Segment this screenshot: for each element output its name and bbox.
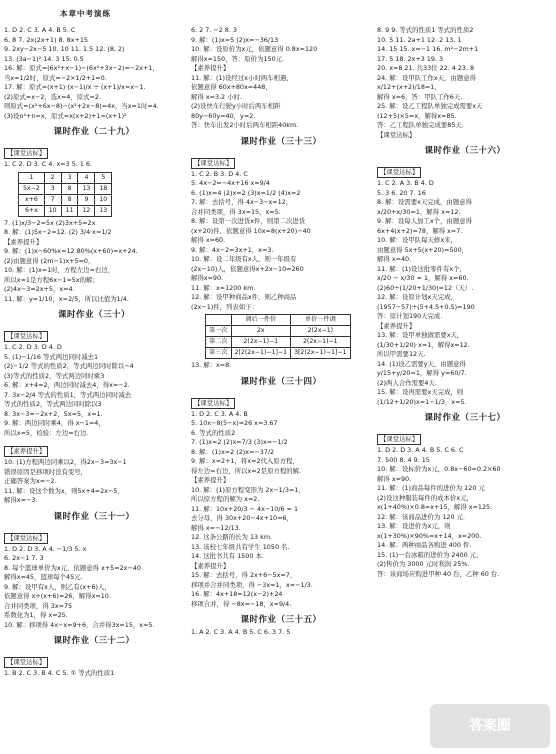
answer-line: 14. (1)设乙需要y天，由题意得 (377, 359, 466, 368)
answer-line: 9. 解：设甲有x人，则乙有(x+6)人， (4, 582, 111, 591)
table-row (206, 326, 351, 337)
section-heading: 课时作业（三十二） (53, 635, 135, 645)
table-cell: 11 (61, 205, 78, 216)
answer-line: 7. 3x−2/4 等式的性质1，等式两边同时减去 (4, 390, 132, 399)
answer-line: 解得 x=40. (377, 255, 412, 263)
answer-line: (2)设快车行驶y小时后两车相距 (191, 102, 281, 110)
answer-line: x(1+30%)×90%=x+14，x=200. (377, 531, 482, 540)
answer-line: 合并同类项，得 3x=75 (4, 601, 73, 610)
answer-line: 所以x=5，检验：左边=右边. (4, 428, 89, 437)
table-cell: 调后一件价 (231, 315, 291, 326)
answer-line: 12. 解：设甲种商品x件，则乙种商品 (191, 293, 297, 301)
answer-line: (1957−57)÷(5+4.5+0.5)=190 (377, 302, 475, 311)
answer-line: 解得x=45，篮球每个45元. (4, 573, 83, 581)
answer-line: 13. 解：设进价为x元，则 (377, 522, 451, 530)
section-tag-row (377, 159, 553, 179)
answer-line: 1. D 2. D 3. A 4. B 5. C 6. C (377, 446, 464, 454)
answer-line: 14. 这批书共有 1500 本. (191, 552, 264, 560)
answer-line: 9. 解：设每人加工x个，由题意得 (377, 217, 472, 225)
answer-line: (2)60÷(1/20+1/30)=12（天）. (377, 283, 474, 292)
answer-line: 8. 解：设需要x天完成，由题意得 (377, 198, 472, 206)
answer-line: 9. 解：4x−2=3x+1，x=3. (191, 245, 274, 254)
answer-line: 12. 解：该商品进价为 120 元. (377, 512, 466, 521)
answer-line: 1. D 2. C 3. A 4. B 5. C (4, 26, 76, 34)
answer-line: 9. 解：(1)x=5 (2)x=−36/13 (191, 35, 279, 44)
section-heading: 课时作业（三十三） (240, 135, 322, 146)
section-tag-row (191, 150, 371, 170)
answer-line: 11. 解：10x+20/3 − 4x−10/6 = 1 (191, 504, 299, 513)
answer-line: 依题意得 60x+80x=448， (191, 83, 272, 91)
answer-line: 14. 15 15. x=−1 16. m²−2m+1 (377, 45, 479, 53)
answer-line: 错误原因是移项时没有变号， (4, 467, 88, 476)
answer-line: y/15+y/20=1，解得 y=60/7. (377, 369, 467, 377)
answer-line: x/12+(x+2)/18=1， (377, 83, 441, 91)
section-tag-row (191, 390, 371, 410)
answer-line: 解得 x=90. (377, 474, 412, 483)
answer-line: 17. 5 18. 2x+3 19. 3 (377, 54, 444, 63)
table-cell: 单价一件调 (291, 315, 351, 326)
answer-line: 16. 解：4x+18=12(x−2)+24 (191, 590, 283, 598)
answer-line: 7. (1)x/3−2=5x (2)3x+5=2x (4, 218, 96, 227)
answer-line: 解得x=−3. (4, 496, 38, 504)
answer-line: 5. 4x−2=−4x+16 x=9/4 (191, 179, 270, 187)
answer-line: (3)等式的性质2，等式两边同时乘3 (4, 371, 105, 380)
answer-line: 解得 x=60. (191, 236, 226, 244)
page-title: 本章中考演练 (60, 9, 111, 18)
section-heading: 课时作业（三十六） (424, 145, 506, 155)
table-cell: 5 (95, 172, 112, 183)
answer-line: 9. 解：两边同时乘4，得 x−1=4， (4, 419, 105, 427)
answer-line: 11. 解：x=1200 km. (191, 283, 256, 292)
table-cell: 13 (78, 183, 95, 194)
table-cell (206, 315, 232, 326)
answer-line: (2)−1/2 等式的性质2，等式两边同时除以−4 (4, 362, 134, 370)
answer-line: 14. 解：两种商品各购进 400 件. (377, 541, 472, 549)
answer-line: 9. 解：x=2+1，将x=2代入原方程， (191, 457, 299, 465)
answer-line: 15. 解：设再需要x天完成，则 (377, 388, 464, 396)
answer-line: 【素养提升】 (377, 321, 416, 330)
answer-line: 13. (3a−1)² 14. 3 15. 0.5 (4, 54, 84, 63)
answer-line: 11. 解：设这个数为x，则5x+4=2x−5， (4, 486, 124, 495)
answer-line: 解得 x=6，答：甲队工作6天. (377, 92, 463, 101)
table-cell: x+6 (19, 194, 45, 205)
table-cell: 2(2x−1)−1 (231, 337, 291, 348)
answer-line: 12. 解：设原计划x天完成， (377, 293, 457, 301)
answer-line: 移项并合并同类项，得 −3x=1，x=−1/3. (191, 580, 313, 589)
answer-line: (2)两人合作需要4天. (377, 378, 437, 387)
answer-line: x(1+40%)×0.8=x+15，解得 x=125. (377, 503, 493, 511)
answer-line: 正确答案为x=−2. (4, 477, 57, 485)
answer-line: 6. 2x−1 7. 3 (4, 554, 44, 562)
section-tag: 【素养提升】 (4, 446, 48, 457)
answer-line: 答：快车出发2小时后两车相距40km. (191, 121, 299, 129)
answer-line: 6x+4(x+2)=78，解得 x=7. (377, 226, 463, 235)
answer-line: (2)由题意得 (2m−1)x+5=0， (4, 256, 95, 265)
answer-line: 10. 解：设甲队每天修x米， (377, 236, 457, 244)
answer-line: 11. 解：(1)设这批零件有x个， (377, 264, 466, 273)
answer-line: 所以原方程的解为 x=2. (191, 495, 260, 503)
answer-line: 10. 5 11. 2a+1 12. 2 13. 1 (377, 35, 462, 44)
answer-line: 20. x=8 21. 共33位 22. 4 23. 8 (377, 64, 475, 72)
answer-line: 8. 每个篮球单价为x元，依题意得 x+5=2x−40 (4, 563, 141, 572)
answer-line: 得左边=右边，所以x=2是原方程的解. (191, 466, 302, 475)
table-cell: 4 (78, 172, 95, 183)
answer-line: 11. 解：y=1/10，x=2/5，所以比值为1/4. (4, 294, 129, 303)
answer-column-left (4, 26, 184, 748)
answer-line: 10. 解：设标价为x元，0.8x−60=0.2×60 (377, 465, 501, 473)
section-tag: 【课堂达标】 (4, 148, 48, 159)
answer-line: 6. (1)x=4 (2)x=2 (3)x=1/2 (4)x=2 (191, 188, 301, 197)
answer-line: 1. C 2. A 3. B 4. D (377, 179, 434, 187)
table-row (206, 348, 351, 359)
table-cell: 第三次 (206, 348, 232, 359)
section-tag-row (377, 426, 553, 446)
answer-line: 6. 2 7. −2 8. 3 (191, 26, 238, 34)
section-heading: 课时作业（三十） (57, 309, 130, 319)
answer-line: 17. 解：原式=(x+1)·(x−1)/x ÷ (x+1)/x=x−1. (4, 83, 146, 91)
answer-line: 1. B 2. C 3. B 4. C 5. ① 等式的性质1 (4, 669, 115, 677)
answer-line: 所以甲需要12天. (377, 350, 426, 358)
answer-line: 15. 解：去括号，得 2x+6−5x=7， (191, 571, 297, 579)
section-tag: 【课堂达标】 (4, 533, 48, 544)
section-tag-row (4, 140, 184, 160)
answer-line: 依题意得 x+(x+6)=26，解得x=10. (4, 592, 111, 600)
answer-line: 13. 解：x=8. (191, 361, 232, 369)
table-cell: 8 (61, 194, 78, 205)
section-tag: 【课堂达标】 (377, 434, 421, 445)
answer-line: 由题意得 5x+5(x+20)=500， (377, 245, 469, 254)
section-tag: 【课堂达标】 (377, 167, 421, 178)
answer-line: 系数化为1，得 x=25. (4, 611, 68, 619)
table-cell: 7 (44, 194, 61, 205)
table-row (206, 337, 351, 348)
table-cell: 1 (19, 172, 45, 183)
answer-line: 解得x=150，答：原价为150元. (191, 54, 285, 63)
answer-line: 11. 解：(1)商品每件的进价为 120 元 (377, 484, 485, 492)
answer-line: 5. 10x−8(5−x)=26 x=3.67 (191, 419, 278, 427)
answer-line: 12. 这条公路的长为 13 km. (191, 533, 273, 541)
table-cell: 10 (95, 194, 112, 205)
answer-line: 解得x=90. (191, 274, 224, 282)
answer-line: 则原式=(x²+6x−8)−(x²+2x−8)=4x，当x=1时=4. (4, 102, 159, 110)
table-cell: 12 (78, 205, 95, 216)
answer-line: 25. 解：设乙工程队单独完成需要x天 (377, 102, 483, 110)
table-cell: 2[2(2x−1)−1]−1 (231, 348, 291, 359)
section-tag: 【课堂达标】 (4, 331, 48, 342)
answer-line: 11. 解：(1)设经过x小时两车相遇， (191, 73, 293, 82)
answer-line: 【素养提升】 (4, 237, 43, 246)
answer-line: 13. 解：设甲单独做需要x天， (377, 331, 464, 339)
table-cell: 13 (95, 205, 112, 216)
table-cell: 3 (44, 183, 61, 194)
answer-line: 8. 3x−3=−2x+2，5x=5，x=1. (4, 409, 103, 418)
answer-line: 当x=1/2时，原式=−2×1/2+1=0. (4, 73, 107, 82)
answer-line: 【素养提升】 (191, 476, 230, 484)
answer-line: (2x−1)件，列表如下： (191, 302, 258, 311)
answer-line: 【素养提升】 (191, 64, 230, 72)
answer-line: 所以x=1是方程6x−1=5x的解； (4, 275, 99, 284)
table-row (206, 315, 351, 326)
answer-column-middle (191, 26, 371, 748)
answer-line: 解得 x=3.2 小时. (191, 92, 242, 101)
answer-line: 1. C 2. D 3. D 4. D (4, 343, 62, 351)
answer-line: x/20+x/30=1，解得 x=12. (377, 207, 461, 216)
answer-line: 10. 解：(1)x=1时，方程左边=右边， (4, 266, 115, 274)
answer-line: 1. D 2. C 3. A 4. B (191, 409, 248, 418)
answer-line: 6. 8 7. 2x(2x+1) 8. 8x+15 (4, 35, 88, 44)
answer-line: 8. 解：设第一次进货x件，则第二次进货 (191, 217, 306, 225)
answer-line: 7. 500 8. 4 9. 15 (377, 455, 430, 464)
answer-line: (12+5)×5=x，解得x=85. (377, 111, 457, 120)
section-tag-row (4, 649, 184, 669)
answer-line: 7. (1)x=2 (2)x=7/3 (3)x=−1/2 (191, 438, 288, 446)
answer-line: 8. 解：(1)x=2 (2)x=−37/2 (191, 447, 275, 456)
answer-line: (2)售价为 3000 元时利润 25%. (377, 560, 470, 568)
answer-line: 9. 2xy−2x−5 10. 10 11. 1.5 12. (8, 2) (4, 45, 125, 53)
answer-line: 去分母，得 30x+20−4x+10=6， (191, 514, 293, 522)
section-tag: 【课堂达标】 (4, 657, 48, 668)
table-cell: 第一次 (206, 326, 232, 337)
answer-line: 10. (1)方程两边同乘以2，得2x−3=3x−1 (4, 458, 127, 466)
section-heading: 课时作业（二十九） (53, 126, 135, 136)
answer-line: (3)设n²+n=x，原式=x(x+2)+1=(x+1)² (4, 111, 127, 120)
section-tag-row (4, 323, 184, 343)
table-cell: 3[2(2x−1)−1]−1 (291, 348, 351, 359)
section-heading: 课时作业（三十一） (53, 510, 135, 521)
answer-line: 10. 解：移项得 4x−x=9+6，合并得3x=15，x=5. (4, 620, 155, 629)
table-row (19, 172, 112, 183)
answer-table (18, 172, 112, 217)
table-cell: 10 (44, 205, 61, 216)
answer-line: 8. 解：(1)5x−2=12. (2) 3/4·x=1/2 (4, 228, 112, 236)
table-cell: 2x (231, 326, 291, 337)
table-cell: 2(2x−1) (291, 326, 351, 337)
answer-line: (1/12+1/20)x=1−1/3，x=5. (377, 397, 467, 406)
answer-line: 6. 等式的性质2 (191, 428, 236, 437)
table-cell: 第二次 (206, 337, 232, 348)
answer-line: 10. 解：设二年级有x人，则一年级有 (191, 255, 297, 263)
answer-line: 答：原计划190天完成. (377, 312, 443, 320)
section-tag: 【课堂达标】 (191, 158, 235, 169)
answer-line: 【素养提升】 (191, 561, 230, 570)
table-row (19, 205, 112, 216)
table-cell: 18 (95, 183, 112, 194)
watermark-stamp: 答案圈 (430, 704, 550, 748)
section-tag: 【课堂达标】 (191, 398, 235, 409)
answer-table (205, 314, 351, 359)
answer-line: 5. (1)−1/16 等式两边同时减去1 (4, 352, 99, 361)
answer-line: 合并同类项，得 3x=15，x=5. (191, 207, 281, 216)
table-row (19, 183, 112, 194)
answer-line: 1. C 2. B 3. D 4. C (191, 169, 248, 178)
section-heading: 课时作业（三十五） (240, 614, 322, 624)
answer-line: 解得 x=−12/13. (191, 523, 241, 532)
answer-line: 8. 9 9. 等式的性质1 等式的性质2 (377, 26, 474, 34)
answer-line: 13. 该校七年级共有学生 1050 名. (191, 542, 290, 551)
answer-line: 答：乙工程队单独完成要85天. (377, 121, 464, 129)
answer-line: x/20 − x/30 = 1，解得 x=60. (377, 274, 469, 282)
table-cell: 9 (78, 194, 95, 205)
answer-line: 9. 解：(1)x−60%x=12 80%(x+60)=x+24. (4, 247, 138, 255)
section-tag-row (4, 525, 184, 545)
answer-line: (2)设这种服装每件的成本价x元， (377, 493, 473, 502)
section-heading: 课时作业（三十四） (240, 375, 322, 386)
answer-line: (x+20)件，依题意得 10x=8(x+20)−40 (191, 226, 311, 235)
answer-line: (2)4x−3=2x+5，x=4. (4, 285, 75, 293)
table-cell: 5x−2 (19, 183, 45, 194)
answer-line: 【课堂达标】 (377, 130, 416, 139)
answer-line: 等式的性质2，等式两边同时除以3 (4, 400, 102, 408)
answer-column-right (377, 26, 553, 748)
section-heading: 课时作业（三十七） (424, 412, 506, 422)
table-cell: 8 (61, 183, 78, 194)
table-cell: 2(2x−1)−1 (291, 337, 351, 348)
table-row (19, 194, 112, 205)
answer-line: (2)原式=x−2，选x=4，原式=2. (4, 92, 101, 101)
answer-line: 24. 解：设甲队工作x天，由题意得 (377, 73, 477, 82)
answer-line: 答：该商场应购进甲种 40 台，乙种 60 台. (377, 569, 500, 578)
answer-line: 1. C 2. D 3. C 4. x=3 5. 1 6. (4, 160, 93, 168)
answer-line: (2x−10)人，依题意得x+2x−10=260 (191, 264, 304, 273)
answer-line: 5. 3 6. 20 7. 16 (377, 188, 426, 197)
answer-line: 10. 解：设原价为x元，依题意得 0.8x=120 (191, 45, 318, 53)
answer-line: (1/30+1/20)·x=1，解得x=12. (377, 340, 470, 349)
answer-line: 10. 解：(1)原方程变形为 2x−1/3=1， (191, 485, 305, 494)
answer-line: 80y−60y=40，y=2. (191, 111, 256, 120)
answer-line: 15. (1)一台冰箱的进价为 2400 元， (377, 550, 483, 559)
answer-line: 16. 解：原式=(6x²+x−1)−(6x²+3x−2)=−2x+1， (4, 64, 159, 72)
answer-line: 移项合并，得 −8x=−18，x=9/4. (191, 599, 292, 608)
answer-line: 6. 解：x+4=2，两边同时减去4，得x=−2. (4, 381, 130, 389)
table-cell: 6+x (19, 205, 45, 216)
answer-line: 1. D 2. D 3. A 4. −1/3 5. x (4, 544, 87, 553)
table-cell: 3 (61, 172, 78, 183)
answer-line: 7. 解：去括号，得 4x−3−x=12， (191, 198, 293, 206)
section-tag-row (4, 438, 184, 458)
answer-line: 1. A 2. C 3. A 4. B 5. C 6. 3 7. 5 (191, 628, 291, 636)
table-cell: 2 (44, 172, 61, 183)
